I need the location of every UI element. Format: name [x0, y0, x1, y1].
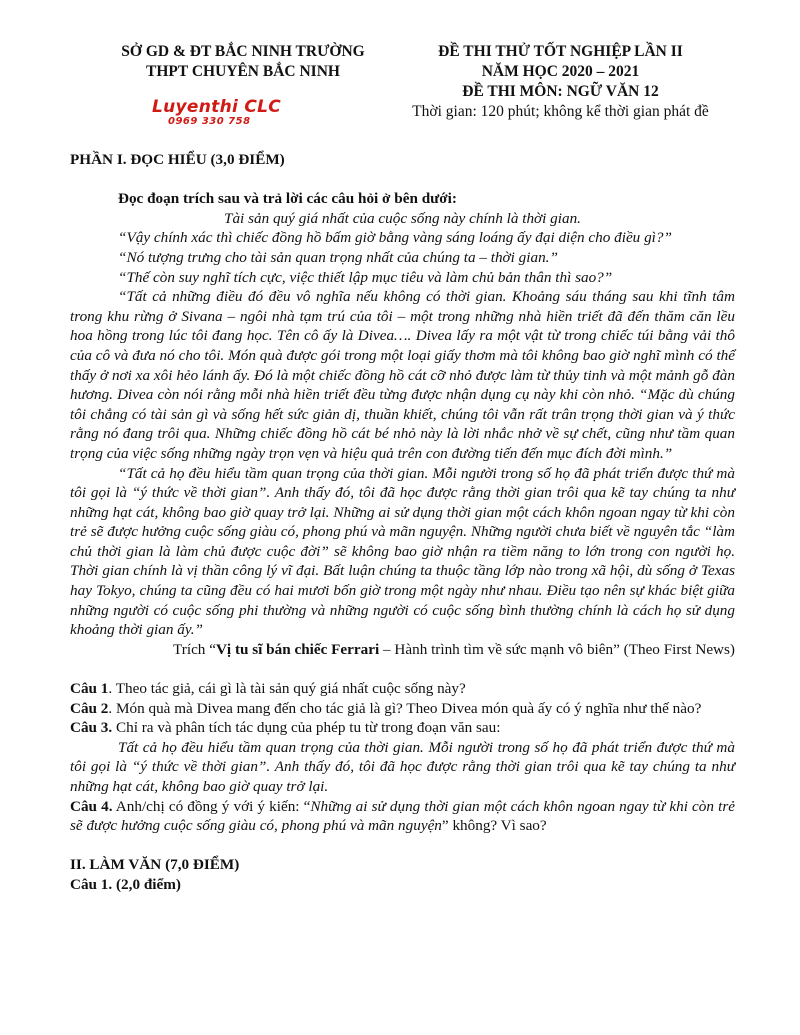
school-line-1: SỞ GD & ĐT BẮC NINH TRƯỜNG — [121, 43, 365, 60]
school-header — [78, 42, 408, 82]
part1-title: PHẦN I. ĐỌC HIỂU (3,0 ĐIỂM) — [70, 151, 285, 168]
question-2-label: Câu 2 — [70, 699, 109, 717]
exam-content — [70, 150, 735, 895]
question-3-quote: Tất cả họ đều hiểu tầm quan trọng của thời gian. Mỗi người trong số họ đã phát triển được thứ mà tôi gọi là “ý thức về thời gian”. Anh thấy đó, tôi đã học được rằng thời gian trôi qua kẽ tay chúng ta như những hạt cát, không bao giờ quay trở lại. — [70, 738, 735, 795]
school-line-2: THPT CHUYÊN BẮC NINH — [146, 63, 340, 80]
source-prefix: Trích “ — [173, 640, 216, 658]
question-1-label: Câu 1 — [70, 680, 109, 698]
passage-line-3: “Thế còn suy nghĩ tích cực, việc thiết lập mục tiêu và làm chủ bản thân thì sao?” — [118, 268, 613, 286]
question-4-text-a: Anh/chị có đồng ý với ý kiến: “ — [112, 797, 311, 815]
duration: Thời gian: 120 phút; không kể thời gian phát đề — [412, 103, 709, 120]
exam-header — [388, 42, 733, 122]
question-1-text: . Theo tác giả, cái gì là tài sản quý giá nhất cuộc sống này? — [108, 680, 466, 698]
question-4-text-b: ” không? Vì sao? — [441, 817, 547, 835]
logo-name: Luyenthi CLC — [152, 97, 282, 117]
passage-paragraph-5: “Tất cả họ đều hiểu tầm quan trọng của thời gian. Mỗi người trong số họ đã phát triển được thứ mà tôi gọi là “ý thức về thời gian”. Anh thấy đó, tôi đã học được rằng thời gian trôi qua kẽ tay chúng ta như những hạt cát, không bao giờ quay trở lại. Những ai sử dụng thời gian một cách khôn ngoan ngay từ khi còn trẻ sẽ được hưởng cuộc sống giàu có, phong phú và mãn nguyện. Những người chưa biết về nguyên tắc “làm chủ thời gian là làm chủ được cuộc đời” sẽ không bao giờ nhận ra tiềm năng to lớn trong con người họ. Thời gian chính là vị thần công lý vĩ đại. Bất luận chúng ta thuộc tầng lớp nào trong xã hội, dù sống ở Texas hay Tokyo, chúng ta cũng đều có hai mươi bốn giờ trong một ngày như nhau. Điều tạo nên sự khác biệt giữa những người có cuộc sống phi thường và những người có cuộc sống bình thường chính là cách họ sử dụng khoảng thời gian ấy.” — [70, 464, 735, 639]
logo-phone: 0969 330 758 — [168, 116, 251, 127]
luyenthi-logo — [152, 98, 312, 128]
reading-instruction: Đọc đoạn trích sau và trả lời các câu hỏi ở bên dưới: — [118, 190, 457, 208]
exam-title: ĐỀ THI THỬ TỐT NGHIỆP LẦN II — [438, 43, 683, 60]
source-title: Vị tu sĩ bán chiếc Ferrari — [215, 640, 380, 658]
passage-line-1: “Vậy chính xác thì chiếc đồng hồ bấm giờ bằng vàng sáng loáng ấy đại diện cho điều gì?” — [118, 229, 672, 247]
question-3-label: Câu 3. — [70, 719, 113, 737]
question-4-quote: Những ai sử dụng thời gian một cách khôn ngoan ngay từ khi còn trẻ sẽ được hưởng cuộc sống giàu có, phong phú và mãn nguyện — [70, 797, 735, 835]
question-3 — [70, 718, 735, 738]
question-1 — [70, 679, 735, 699]
source-suffix: – Hành trình tìm về sức mạnh vô biên” (Theo First News) — [379, 640, 735, 658]
passage-line-0: Tài sản quý giá nhất của cuộc sống này chính là thời gian. — [224, 209, 581, 227]
subject: ĐỀ THI MÔN: NGỮ VĂN 12 — [462, 83, 659, 100]
part2-question-1: Câu 1. (2,0 điểm) — [70, 875, 181, 893]
question-3-text: Chỉ ra và phân tích tác dụng của phép tu từ trong đoạn văn sau: — [112, 719, 501, 737]
passage-line-2: “Nó tượng trưng cho tài sản quan trọng nhất của chúng ta – thời gian.” — [118, 248, 558, 266]
question-2-text: . Món quà mà Divea mang đến cho tác giả là gì? Theo Divea món quà ấy có ý nghĩa như thế nào? — [108, 699, 702, 717]
school-year: NĂM HỌC 2020 – 2021 — [481, 63, 640, 80]
part2-title: II. LÀM VĂN (7,0 ĐIỂM) — [70, 856, 240, 874]
question-2 — [70, 699, 735, 719]
question-4 — [70, 797, 735, 836]
passage-paragraph-4: “Tất cả những điều đó đều vô nghĩa nếu không có thời gian. Khoảng sáu tháng sau khi tĩnh tâm trong khu rừng ở Sivana – ngôi nhà tạm trú của tôi – một trong những nhà hiền triết đã đến thăm căn lều hoa hồng trong lúc tôi đang học. Tên cô ấy là Divea…. Divea lấy ra một vật từ trong chiếc túi bằng vải thô của cô và đưa nó cho tôi. Món quà được gói trong một loại giấy thơm mà tôi không bao giờ nghĩ mình có thể thấy ở nơi xa xôi hẻo lánh ấy. Đó là một chiếc đồng hồ cát cỡ nhỏ được làm từ thủy tinh và một mảnh gỗ đàn hương. Divea còn nói rằng mỗi nhà hiền triết đều từng được nhận dụng cụ này khi còn nhỏ. “Mặc dù chúng tôi chẳng có tài sản gì và sống hết sức giản dị, thuần khiết, chúng tôi vẫn rất trân trọng thời gian và ý thức rằng nó đang trôi qua. Những chiếc đồng hồ cát bé nhỏ này là lời nhắc nhở về sự chết, cũng như tầm quan trọng của việc sống những ngày trọn vẹn và hiệu quả trên con đường tiến đến mục đích đời mình.” — [70, 288, 735, 462]
question-4-label: Câu 4. — [70, 797, 113, 815]
passage-source — [70, 640, 735, 660]
